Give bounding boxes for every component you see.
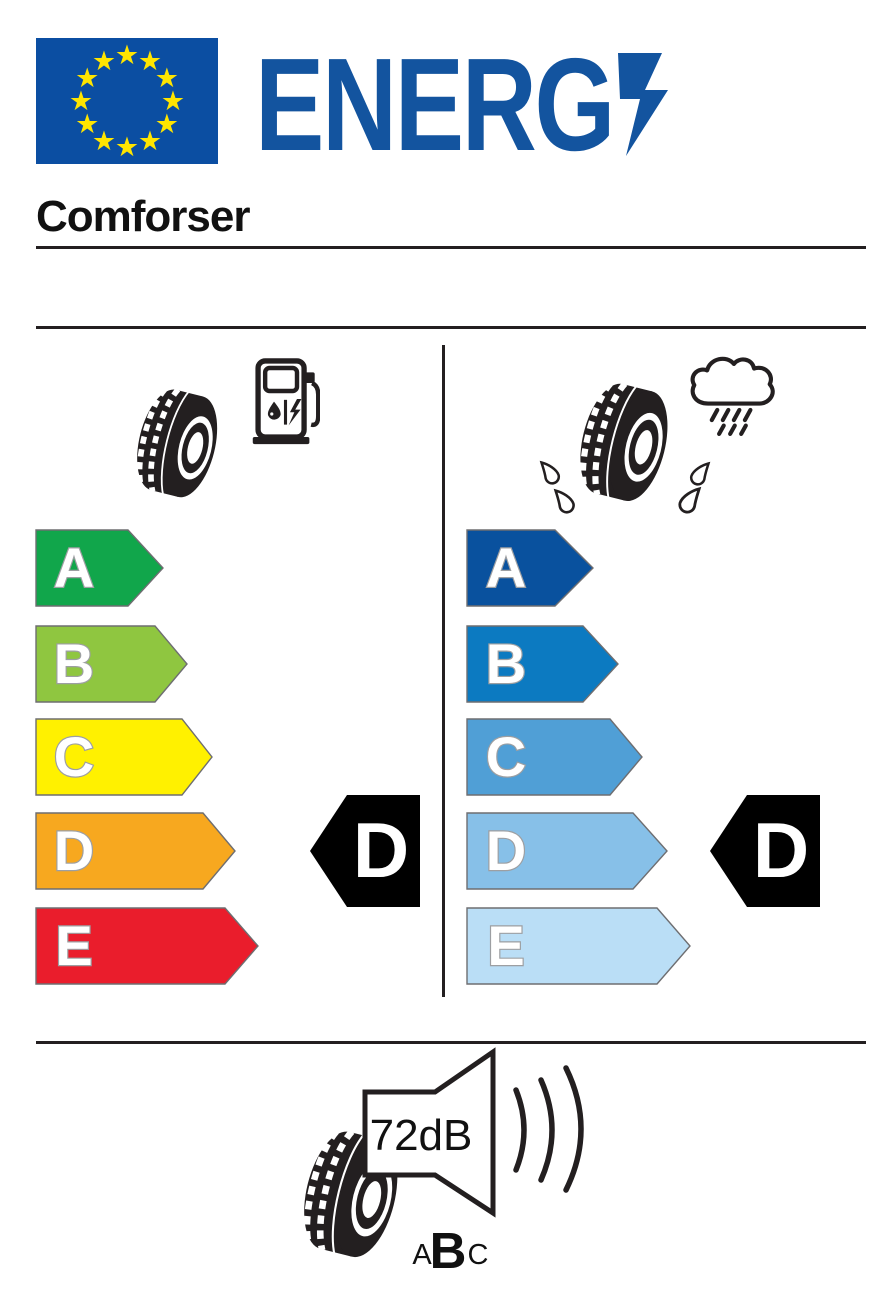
- fuel-rating-badge: [310, 795, 420, 907]
- tire-icon: [570, 375, 679, 509]
- lightning-bolt-icon: [618, 53, 668, 156]
- noise-section: [0, 1042, 886, 1299]
- water-splash-icon: [542, 463, 559, 484]
- star-icon: ★: [75, 63, 100, 93]
- star-icon: ★: [160, 86, 186, 116]
- fuel-rating-value: D: [352, 806, 410, 894]
- tire-icon: [127, 382, 227, 505]
- star-icon: ★: [75, 109, 100, 139]
- fuel-pump-icon: [253, 361, 318, 444]
- divider-line: [36, 246, 866, 249]
- water-splash-icon: [680, 489, 699, 512]
- wet-grip-scale: [467, 530, 690, 984]
- energ-logo-text: ENERG: [255, 45, 613, 165]
- star-icon: ★: [68, 86, 94, 116]
- rating-letter: A: [53, 536, 95, 599]
- sound-waves-icon: [516, 1068, 581, 1190]
- rating-letter: B: [53, 632, 95, 695]
- rating-letter: E: [487, 914, 525, 977]
- eu-flag-stars: [36, 38, 218, 164]
- rating-letter: B: [485, 632, 527, 695]
- rating-letter: C: [53, 725, 95, 788]
- noise-class-a: A: [412, 1239, 432, 1271]
- divider-line: [36, 326, 866, 329]
- star-icon: ★: [154, 109, 179, 139]
- star-icon: ★: [137, 125, 163, 156]
- brand-name: Comforser: [36, 192, 250, 241]
- rating-letter: D: [53, 819, 95, 882]
- water-splash-icon: [556, 491, 574, 513]
- energ-logo: [253, 45, 683, 165]
- eu-flag: [36, 38, 218, 164]
- rating-letter: C: [485, 725, 527, 788]
- star-icon: ★: [114, 132, 140, 162]
- noise-class-b-active: B: [429, 1222, 467, 1279]
- ratings-section: [0, 330, 886, 1042]
- noise-decibel-value: 72dB: [369, 1111, 473, 1160]
- fuel-efficiency-scale: [36, 530, 258, 984]
- rating-letter: D: [485, 819, 527, 882]
- star-icon: ★: [91, 125, 117, 156]
- noise-class-c: C: [467, 1239, 489, 1271]
- star-icon: ★: [137, 46, 163, 77]
- wet-grip-rating-badge: [710, 795, 820, 907]
- rating-letter: E: [55, 914, 93, 977]
- water-splash-icon: [691, 464, 708, 485]
- wet-grip-rating-value: D: [752, 806, 810, 894]
- rating-letter: A: [485, 536, 527, 599]
- star-icon: ★: [91, 46, 117, 77]
- star-icon: ★: [114, 40, 140, 70]
- star-icon: ★: [154, 63, 179, 93]
- rain-cloud-icon: [693, 359, 773, 434]
